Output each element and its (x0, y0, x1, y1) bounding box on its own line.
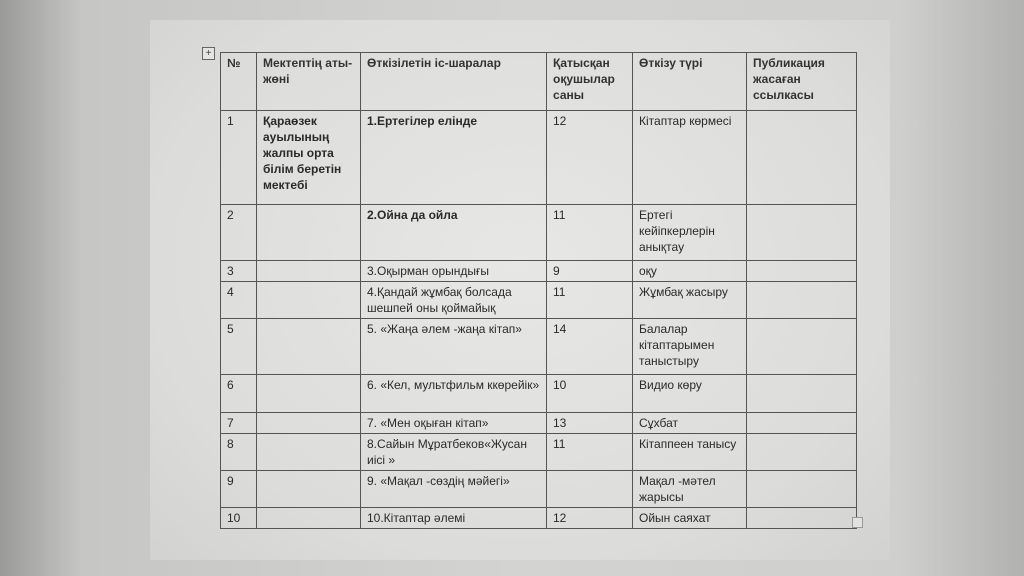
cell-event: 10.Кітаптар әлемі (361, 508, 547, 529)
cell-count: 11 (547, 282, 633, 319)
cell-event: 5. «Жаңа әлем -жаңа кітап» (361, 319, 547, 375)
header-type: Өткізу түрі (633, 53, 747, 111)
cell-school (257, 319, 361, 375)
cell-link (747, 375, 857, 413)
cell-number: 10 (221, 508, 257, 529)
cell-event: 7. «Мен оқыған кітап» (361, 413, 547, 434)
cell-event: 9. «Мақал -сөздің мәйегі» (361, 471, 547, 508)
cell-event: 6. «Кел, мультфильм ккөрейік» (361, 375, 547, 413)
cell-event: 8.Сайын Мұратбеков«Жусан иісі » (361, 434, 547, 471)
table-row (221, 508, 857, 529)
cell-number: 8 (221, 434, 257, 471)
cell-count: 13 (547, 413, 633, 434)
table-row (221, 319, 857, 375)
cell-count: 14 (547, 319, 633, 375)
cell-school (257, 471, 361, 508)
cell-number: 2 (221, 205, 257, 261)
table-row (221, 471, 857, 508)
cell-school (257, 205, 361, 261)
cell-link (747, 471, 857, 508)
cell-link (747, 319, 857, 375)
cell-number: 4 (221, 282, 257, 319)
cell-link (747, 111, 857, 205)
table-row (221, 205, 857, 261)
header-link: Публикация жасаған ссылкасы (747, 53, 857, 111)
table-resize-handle[interactable] (852, 517, 863, 528)
cell-type: Ертегі кейіпкерлерін анықтау (633, 205, 747, 261)
cell-link (747, 434, 857, 471)
cell-type: оқу (633, 261, 747, 282)
table-row (221, 375, 857, 413)
table-row (221, 434, 857, 471)
cell-event: 4.Қандай жұмбақ болсада шешпей оны қоймайық (361, 282, 547, 319)
cell-school: Қараөзек ауылының жалпы орта білім беретін мектебі (257, 111, 361, 205)
header-school: Мектептің аты-жөні (257, 53, 361, 111)
cell-number: 1 (221, 111, 257, 205)
table-row (221, 413, 857, 434)
cell-type: Жұмбақ жасыру (633, 282, 747, 319)
header-count: Қатысқан оқушылар саны (547, 53, 633, 111)
cell-number: 7 (221, 413, 257, 434)
cell-number: 3 (221, 261, 257, 282)
cell-event: 1.Ертегілер елінде (361, 111, 547, 205)
cell-count: 11 (547, 434, 633, 471)
cell-school (257, 434, 361, 471)
header-row (221, 53, 857, 111)
cell-count: 12 (547, 111, 633, 205)
cell-type: Балалар кітаптарымен таныстыру (633, 319, 747, 375)
cell-number: 5 (221, 319, 257, 375)
header-number: № (221, 53, 257, 111)
cell-link (747, 508, 857, 529)
cell-event: 2.Ойна да ойла (361, 205, 547, 261)
cell-count: 9 (547, 261, 633, 282)
cell-count: 11 (547, 205, 633, 261)
cell-count (547, 471, 633, 508)
cell-type: Кітаптар көрмесі (633, 111, 747, 205)
header-event: Өткізілетін іс-шаралар (361, 53, 547, 111)
cell-school (257, 261, 361, 282)
cell-link (747, 413, 857, 434)
cell-count: 12 (547, 508, 633, 529)
cell-type: Мақал -мәтел жарысы (633, 471, 747, 508)
cell-number: 9 (221, 471, 257, 508)
cell-school (257, 413, 361, 434)
table-move-handle-icon[interactable]: + (202, 47, 215, 60)
cell-link (747, 205, 857, 261)
cell-number: 6 (221, 375, 257, 413)
cell-count: 10 (547, 375, 633, 413)
cell-type: Ойын саяхат (633, 508, 747, 529)
cell-link (747, 261, 857, 282)
cell-type: Видио көру (633, 375, 747, 413)
events-table (220, 52, 857, 529)
cell-type: Кітаппеен танысу (633, 434, 747, 471)
cell-event: 3.Оқырман орындығы (361, 261, 547, 282)
cell-school (257, 508, 361, 529)
cell-link (747, 282, 857, 319)
cell-school (257, 375, 361, 413)
table-row (221, 282, 857, 319)
cell-school (257, 282, 361, 319)
table-row (221, 111, 857, 205)
cell-type: Сұхбат (633, 413, 747, 434)
table-row (221, 261, 857, 282)
